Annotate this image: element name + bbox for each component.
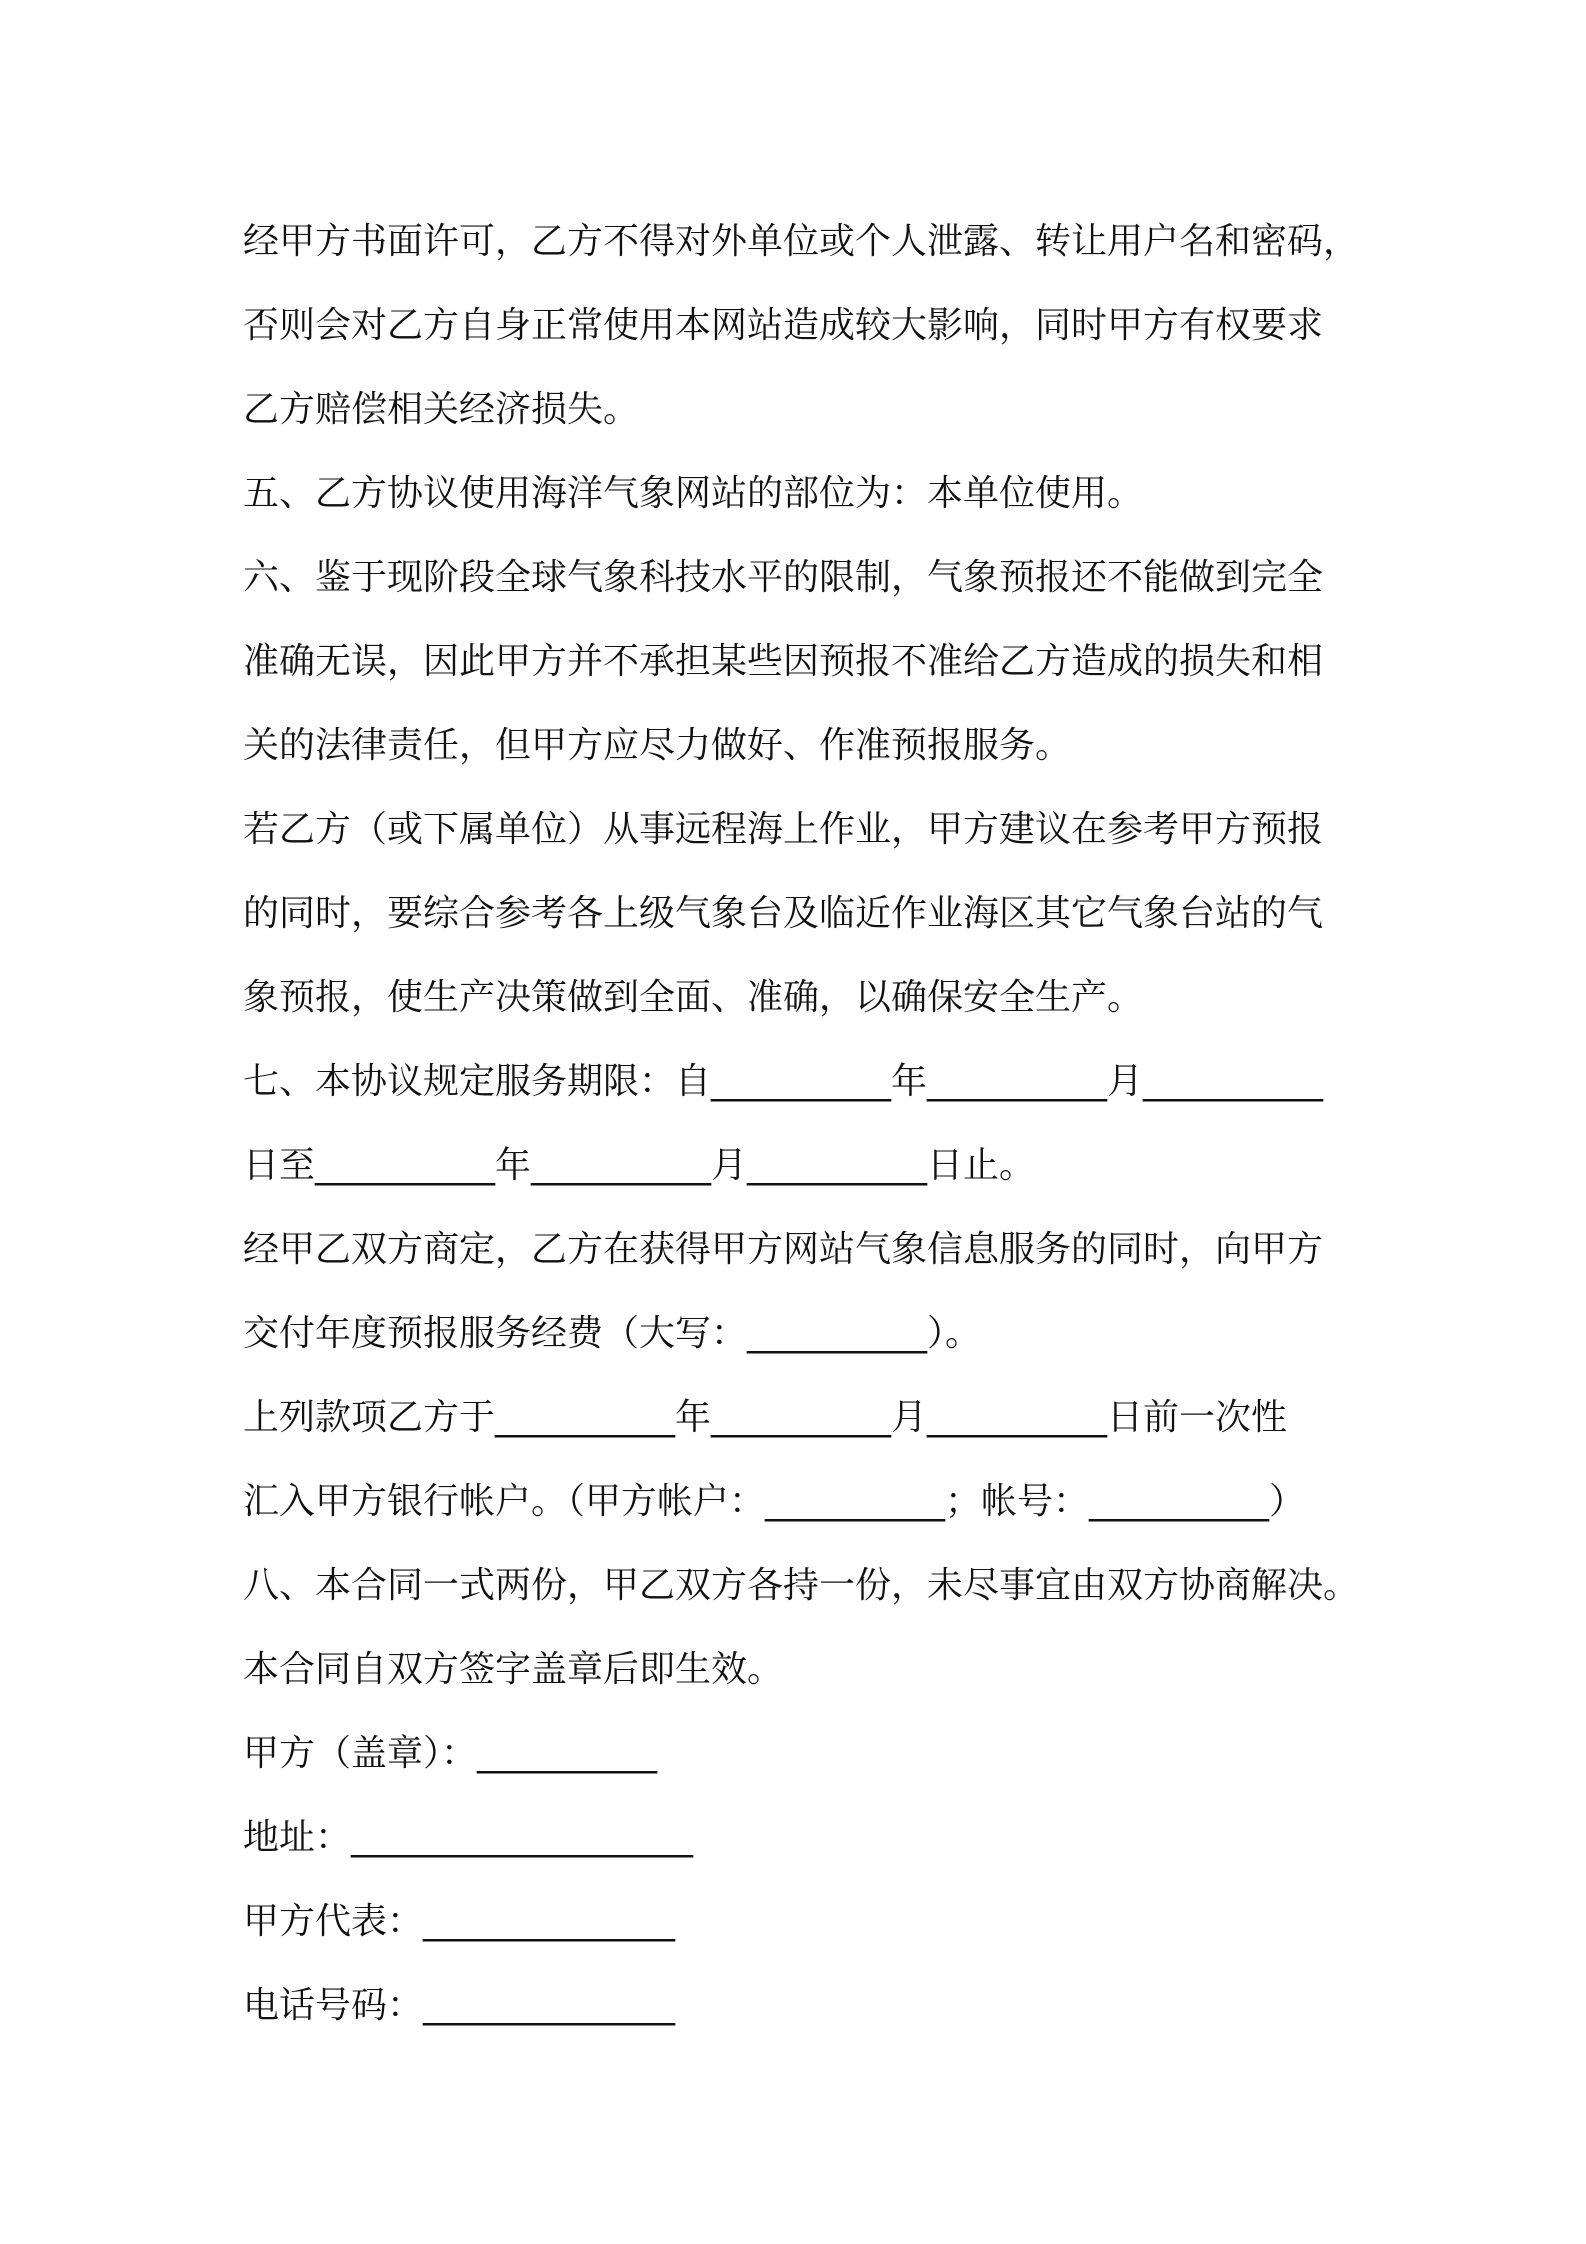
party-a-seal-field: 甲方（盖章）：__________ — [243, 1733, 658, 1774]
paragraph-line: 上列款项乙方于__________年__________月__________日前一次性 — [243, 1397, 1288, 1438]
paragraph-line: 经甲方书面许可，乙方不得对外单位或个人泄露、转让用户名和密码， — [243, 221, 1360, 262]
paragraph-line: 准确无误，因此甲方并不承担某些因预报不准给乙方造成的损失和相 — [243, 641, 1324, 682]
party-a-representative-field: 甲方代表：______________ — [243, 1901, 676, 1942]
contract-text — [243, 200, 1363, 2048]
address-field: 地址：___________________ — [243, 1817, 694, 1858]
paragraph-line: 若乙方（或下属单位）从事远程海上作业，甲方建议在参考甲方预报 — [243, 809, 1324, 850]
paragraph-line: 象预报，使生产决策做到全面、准确，以确保安全生产。 — [243, 977, 1144, 1018]
paragraph-line: 经甲乙双方商定，乙方在获得甲方网站气象信息服务的同时，向甲方 — [243, 1229, 1324, 1270]
paragraph-line: 乙方赔偿相关经济损失。 — [243, 389, 640, 430]
paragraph-line: 关的法律责任，但甲方应尽力做好、作准预报服务。 — [243, 725, 1072, 766]
clause-seven: 七、本协议规定服务期限：自__________年__________月__________ — [243, 1061, 1324, 1102]
paragraph-line: 否则会对乙方自身正常使用本网站造成较大影响，同时甲方有权要求 — [243, 305, 1324, 346]
paragraph-line: 汇入甲方银行帐户。（甲方帐户：__________；帐号：__________） — [243, 1481, 1306, 1522]
paragraph-line: 交付年度预报服务经费（大写：__________）。 — [243, 1313, 982, 1354]
clause-five: 五、乙方协议使用海洋气象网站的部位为：本单位使用。 — [243, 473, 1144, 514]
paragraph-line: 的同时，要综合参考各上级气象台及临近作业海区其它气象台站的气 — [243, 893, 1324, 934]
paragraph-line: 本合同自双方签字盖章后即生效。 — [243, 1649, 784, 1690]
clause-six: 六、鉴于现阶段全球气象科技水平的限制，气象预报还不能做到完全 — [243, 557, 1324, 598]
phone-number-field: 电话号码：______________ — [243, 1985, 676, 2026]
paragraph-line: 日至__________年__________月__________日止。 — [243, 1145, 1036, 1186]
clause-eight: 八、本合同一式两份，甲乙双方各持一份，未尽事宜由双方协商解决。 — [243, 1565, 1360, 1606]
